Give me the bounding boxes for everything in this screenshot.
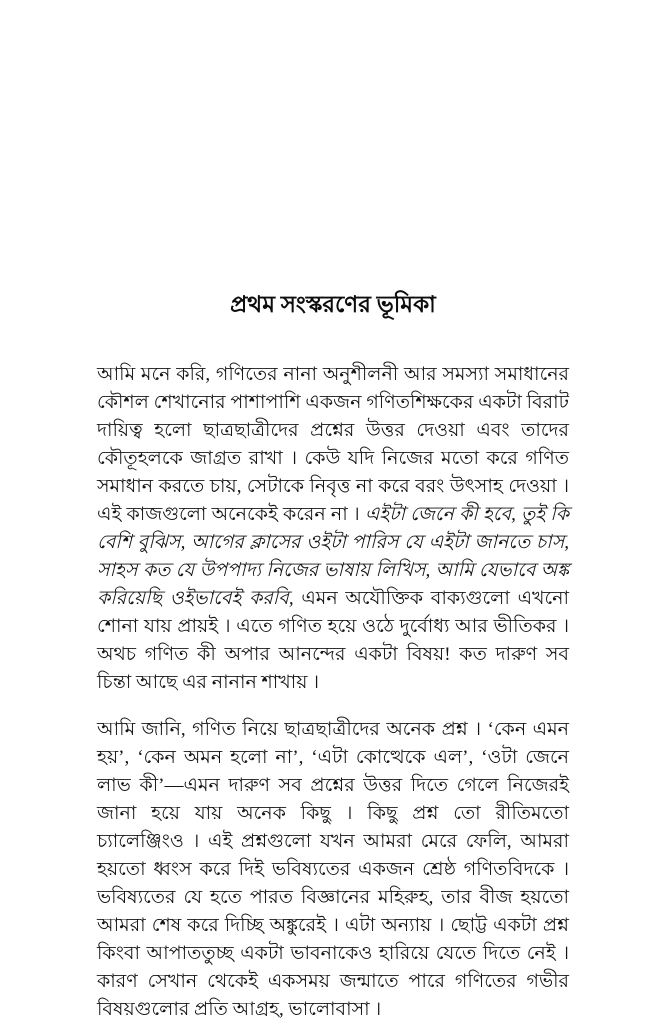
body-text <box>97 361 569 1024</box>
paragraph-2: আমি জানি, গণিত নিয়ে ছাত্রছাত্রীদের অনেক প্রশ্ন । ‘কেন এমন হয়’, ‘কেন অমন হলো না’, ‘এটা কোত্থেকে এল’, ‘ওটা জেনে লাভ কী’—এমন দারুণ সব প্রশ্নের উত্তর দিতে গেলে নিজেরই জানা হয়ে যায় অনেক কিছু । কিছু প্রশ্ন তো রীতিমতো চ্যালেঞ্জিংও । এই প্রশ্নগুলো যখন আমরা মেরে ফেলি, আমরা হয়তো ধ্বংস করে দিই ভবিষ্যতের একজন শ্রেষ্ঠ গণিতবিদকে । ভবিষ্যতের যে হতে পারত বিজ্ঞানের মহিরুহ, তার বীজ হয়তো আমরা শেষ করে দিচ্ছি অঙ্কুরেই । এটা অন্যায় । ছোট্ট একটা প্রশ্ন কিংবা আপাততুচ্ছ একটা ভাবনাকেও হারিয়ে যেতে দিতে নেই । কারণ সেখান থেকেই একসময় জন্মাতে পারে গণিতের গভীর বিষয়গুলোর প্রতি আগ্রহ, ভালোবাসা । <box>97 719 569 1020</box>
paragraph-1 <box>97 361 569 697</box>
paragraph-1-italic-quote: এইটা জেনে কী হবে, তুই কি বেশি বুঝিস, আগের ক্লাসের ওইটা পারিস যে এইটা জানতে চাস, সাহস কত যে উপপাদ্য নিজের ভাষায় লিখিস, আমি যেভাবে অঙ্ক করিয়েছি ওইভাবেই করবি, <box>97 504 569 609</box>
page-title: প্রথম সংস্করণের ভূমিকা <box>230 292 436 317</box>
paragraph-1-tail: এমন অযৌক্তিক বাক্যগুলো এখনো শোনা যায় প্রায়ই । এতে গণিত হয়ে ওঠে দুর্বোধ্য আর ভীতিকর । অথচ গণিত কী অপার আনন্দের একটা বিষয়! কত দারুণ সব চিন্তা আছে এর নানান শাখায় । <box>97 588 569 693</box>
paragraph-1-lead: আমি মনে করি, গণিতের নানা অনুশীলনী আর সমস্যা সমাধানের কৌশল শেখানোর পাশাপাশি একজন গণিতশিক্ষকের একটা বিরাট দায়িত্ব হলো ছাত্রছাত্রীদের প্রশ্নের উত্তর দেওয়া এবং তাদের কৌতূহলকে জাগ্রত রাখা । কেউ যদি নিজের মতো করে গণিত সমাধান করতে চায়, সেটাকে নিবৃত্ত না করে বরং উৎসাহ দেওয়া । এই কাজগুলো অনেকেই করেন না । <box>97 364 569 525</box>
